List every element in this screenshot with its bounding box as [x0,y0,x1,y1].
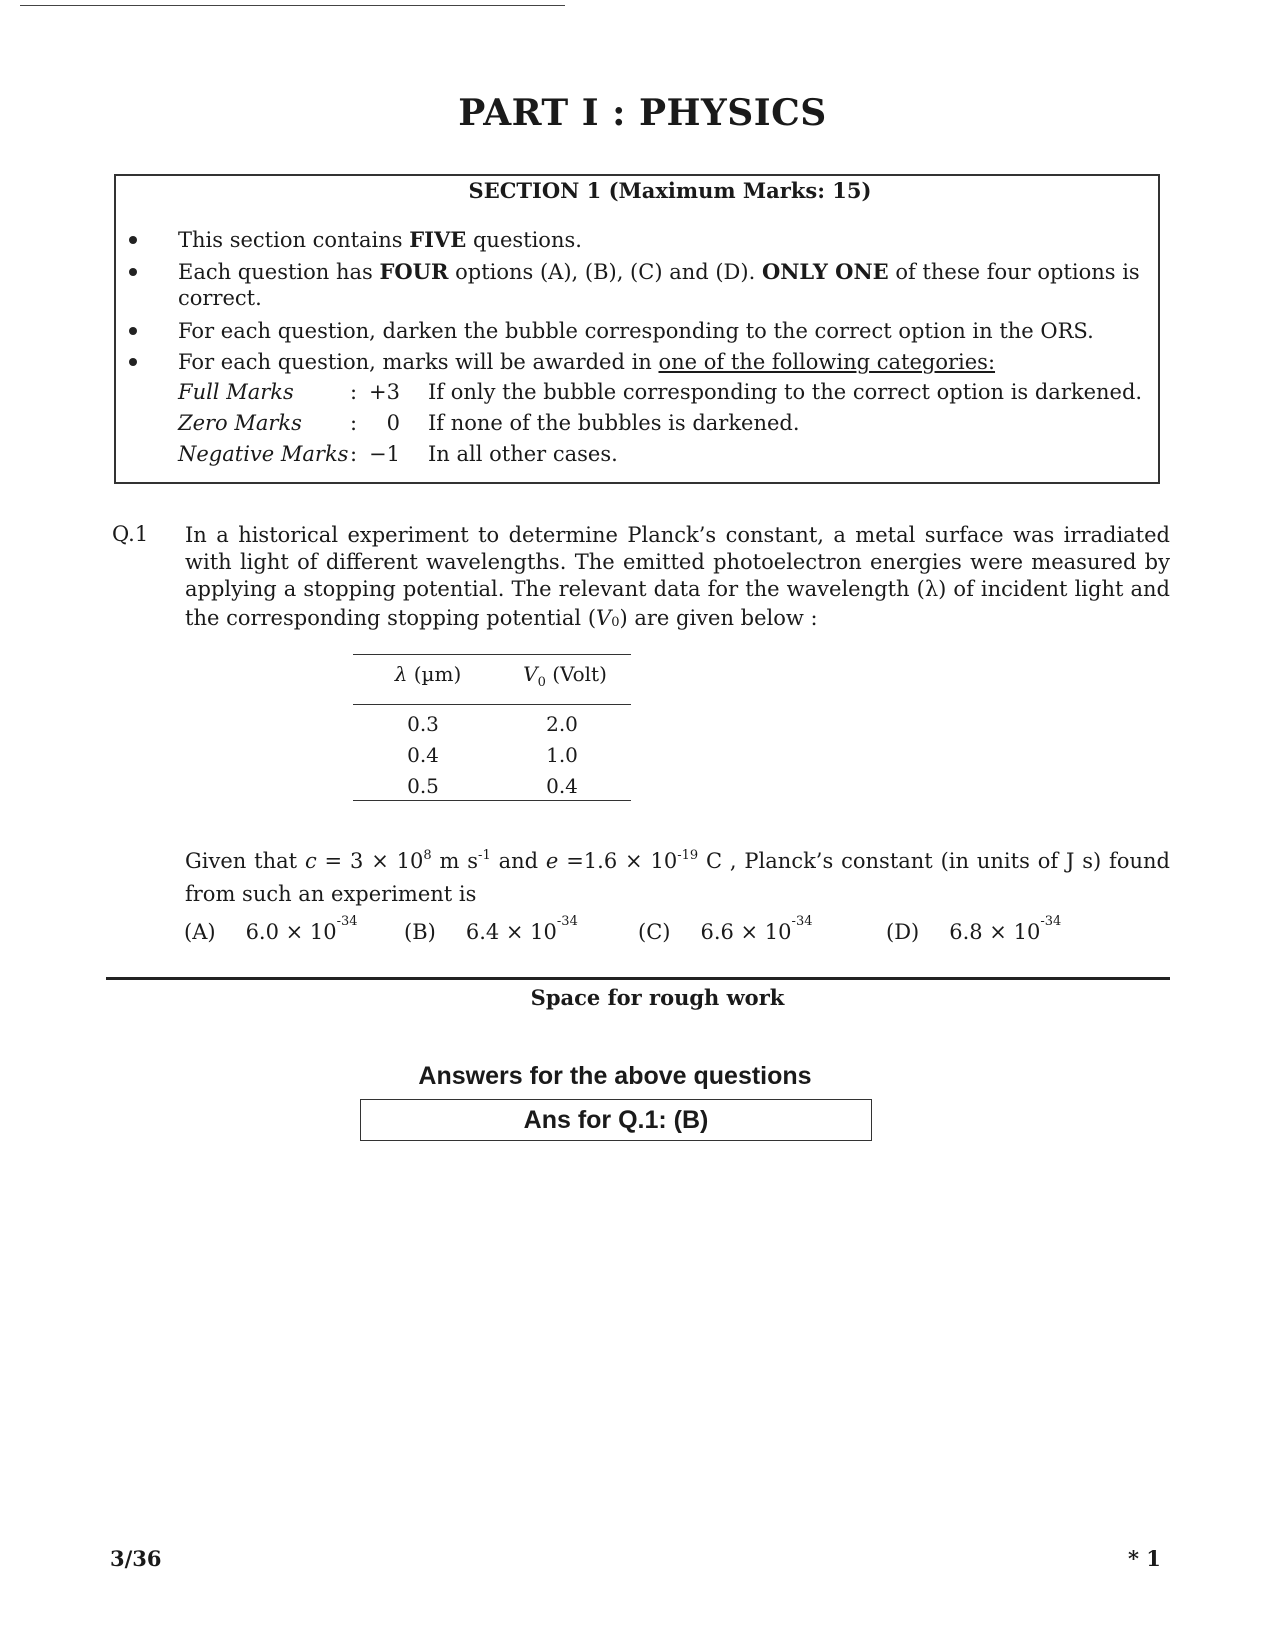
table-cell: 1.0 [546,743,578,767]
instruction-line-4: For each question, marks will be awarded in one of the following categories: [178,350,996,374]
bullet-icon [129,236,137,244]
full-marks-label: Full Marks [178,380,294,404]
table-cell: 0.4 [546,774,578,798]
full-marks-value: +3 [369,380,400,404]
negative-marks-colon: : [350,442,358,466]
question-stem-line: applying a stopping potential. The relevant data for the wavelength (λ) of incident light and [185,577,1170,601]
instruction-line-3: For each question, darken the bubble corresponding to the correct option in the ORS. [178,319,1094,343]
table-cell: 2.0 [546,712,578,736]
question-stem-line: with light of different wavelengths. The emitted photoelectron energies were measured by [185,550,1170,574]
bullet-icon [129,268,137,276]
answers-heading: Answers for the above questions [418,1062,812,1090]
table-header-wavelength: λ (µm) [394,662,462,686]
question-number: Q.1 [112,522,149,546]
question-stem-line: In a historical experiment to determine Planck’s constant, a metal surface was irradiated [185,523,1170,547]
page-title: PART I : PHYSICS [458,92,827,134]
instruction-line-2: Each question has FOUR options (A), (B), (C) and (D). ONLY ONE of these four options is [178,259,1140,284]
page-number: 3/36 [110,1546,162,1571]
negative-marks-value: −1 [369,442,400,466]
page-marker: * 1 [1128,1546,1161,1571]
negative-marks-label: Negative Marks [178,442,349,466]
given-statement-continuation: from such an experiment is [185,882,477,906]
bullet-icon [129,358,137,366]
table-top-rule [353,654,631,655]
table-header-stopping-potential: $V_0$ (Volt) [523,662,607,690]
zero-marks-label: Zero Marks [178,411,302,435]
table-bottom-rule [353,800,631,801]
question-stem-line: the corresponding stopping potential $(V_0)$ are given below : [185,606,818,630]
zero-marks-value: 0 [386,411,400,435]
option-d: (D) $6.8 \times 10^{-34}$ [886,914,1062,944]
given-statement: Given that $c = 3 \times 10^8$ m $s^{-1}$ and $e =1.6 \times 10^{-19}$ C , Planck’s constant (in units of J s) found [185,848,1170,873]
bullet-icon [129,327,137,335]
full-marks-colon: : [350,380,358,404]
rough-work-label: Space for rough work [530,985,785,1010]
instruction-line-1: This section contains FIVE questions. [178,227,582,252]
option-b: (B) $6.4 \times 10^{-34}$ [404,914,578,944]
zero-marks-description: If none of the bubbles is darkened. [428,411,800,435]
top-rule [20,5,565,6]
full-marks-description: If only the bubble corresponding to the correct option is darkened. [428,380,1143,404]
answer-box: Ans for Q.1: (B) [360,1099,872,1141]
zero-marks-colon: : [350,411,358,435]
option-c: (C) $6.6 \times 10^{-34}$ [638,914,813,944]
negative-marks-description: In all other cases. [428,442,618,466]
table-cell: 0.4 [407,743,439,767]
instruction-line-2-continuation: correct. [178,286,262,310]
section-heading: SECTION 1 (Maximum Marks: 15) [468,178,872,203]
table-cell: 0.3 [407,712,439,736]
rough-work-rule [106,977,1170,980]
table-cell: 0.5 [407,774,439,798]
table-header-rule [353,704,631,705]
option-a: (A) $6.0 \times 10^{-34}$ [184,914,358,944]
